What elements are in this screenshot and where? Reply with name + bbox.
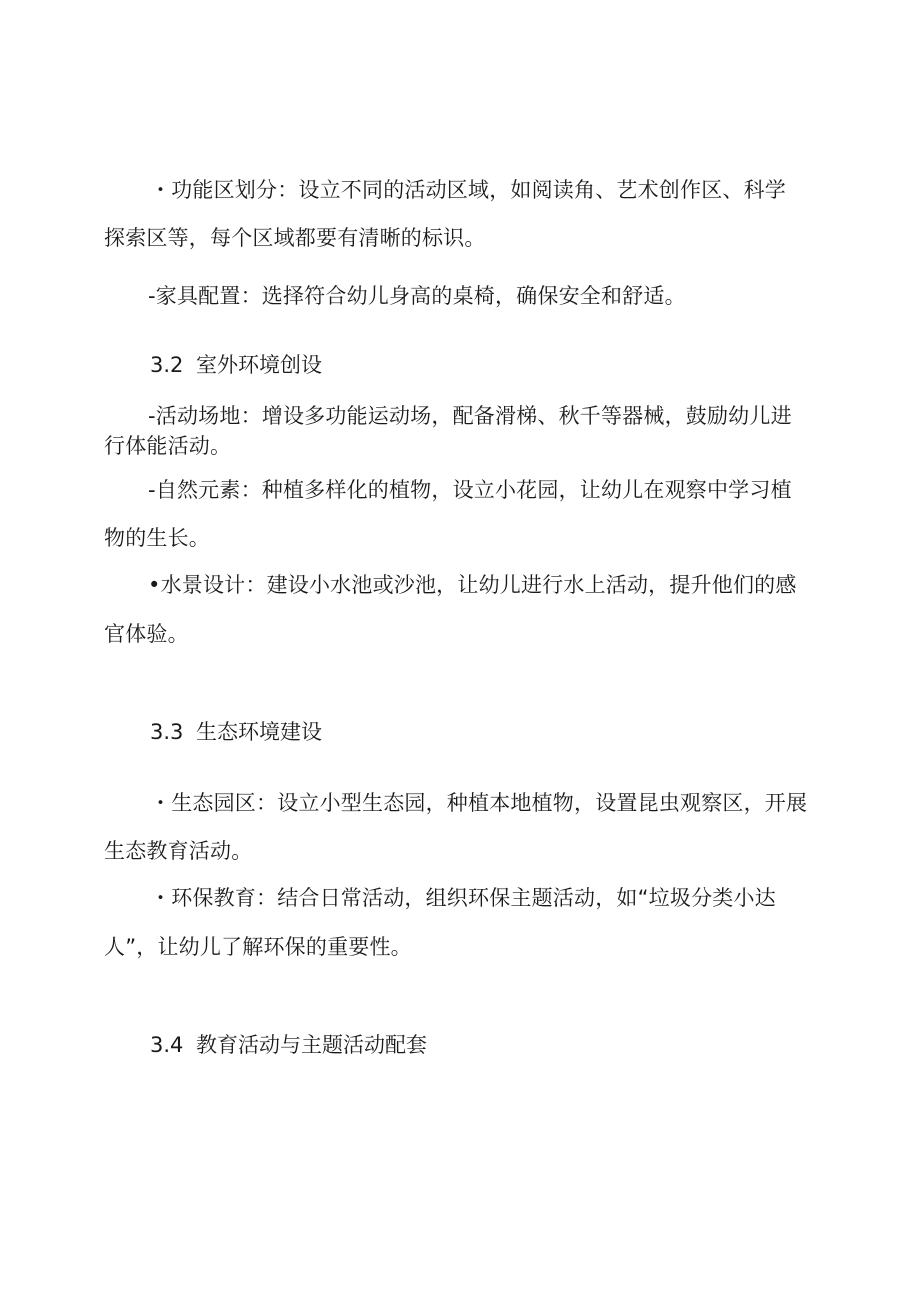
paragraph-eco-park-line2: 生态教育活动。 <box>104 839 253 863</box>
section-heading-3-4 <box>150 1033 427 1057</box>
section-title: 教育活动与主题活动配套 <box>196 1033 427 1057</box>
section-heading-3-3 <box>150 720 322 744</box>
section-number: 3.4 <box>150 1033 184 1057</box>
section-number: 3.2 <box>150 353 184 377</box>
paragraph-water-feature-line1: •水景设计：建设小水池或沙池，让幼儿进行水上活动，提升他们的感 <box>148 573 797 597</box>
paragraph-nature-elements-line1: -自然元素：种植多样化的植物，设立小花园，让幼儿在观察中学习植 <box>148 478 792 502</box>
paragraph-environment-education-line2: 人”，让幼儿了解环保的重要性。 <box>104 935 412 959</box>
paragraph-water-feature-line2: 官体验。 <box>104 622 189 646</box>
paragraph-nature-elements-line2: 物的生长。 <box>104 526 210 550</box>
section-title: 室外环境创设 <box>196 353 322 377</box>
paragraph-environment-education-line1: ・环保教育：结合日常活动，组织环保主题活动，如“垃圾分类小达 <box>150 886 776 910</box>
paragraph-furniture: -家具配置：选择符合幼儿身高的桌椅，确保安全和舒适。 <box>148 284 686 308</box>
paragraph-activity-field-line2: 行体能活动。 <box>104 434 232 458</box>
section-title: 生态环境建设 <box>196 720 322 744</box>
paragraph-eco-park-line1: ・生态园区：设立小型生态园，种植本地植物，设置昆虫观察区，开展 <box>150 791 808 815</box>
paragraph-activity-field-line1: -活动场地：增设多功能运动场，配备滑梯、秋千等器械，鼓励幼儿进 <box>148 404 792 428</box>
section-heading-3-2 <box>150 353 322 377</box>
paragraph-functional-zones-line2: 探索区等，每个区域都要有清晰的标识。 <box>104 226 486 250</box>
section-number: 3.3 <box>150 720 184 744</box>
paragraph-functional-zones-line1: ・功能区划分：设立不同的活动区域，如阅读角、艺术创作区、科学 <box>150 178 786 202</box>
